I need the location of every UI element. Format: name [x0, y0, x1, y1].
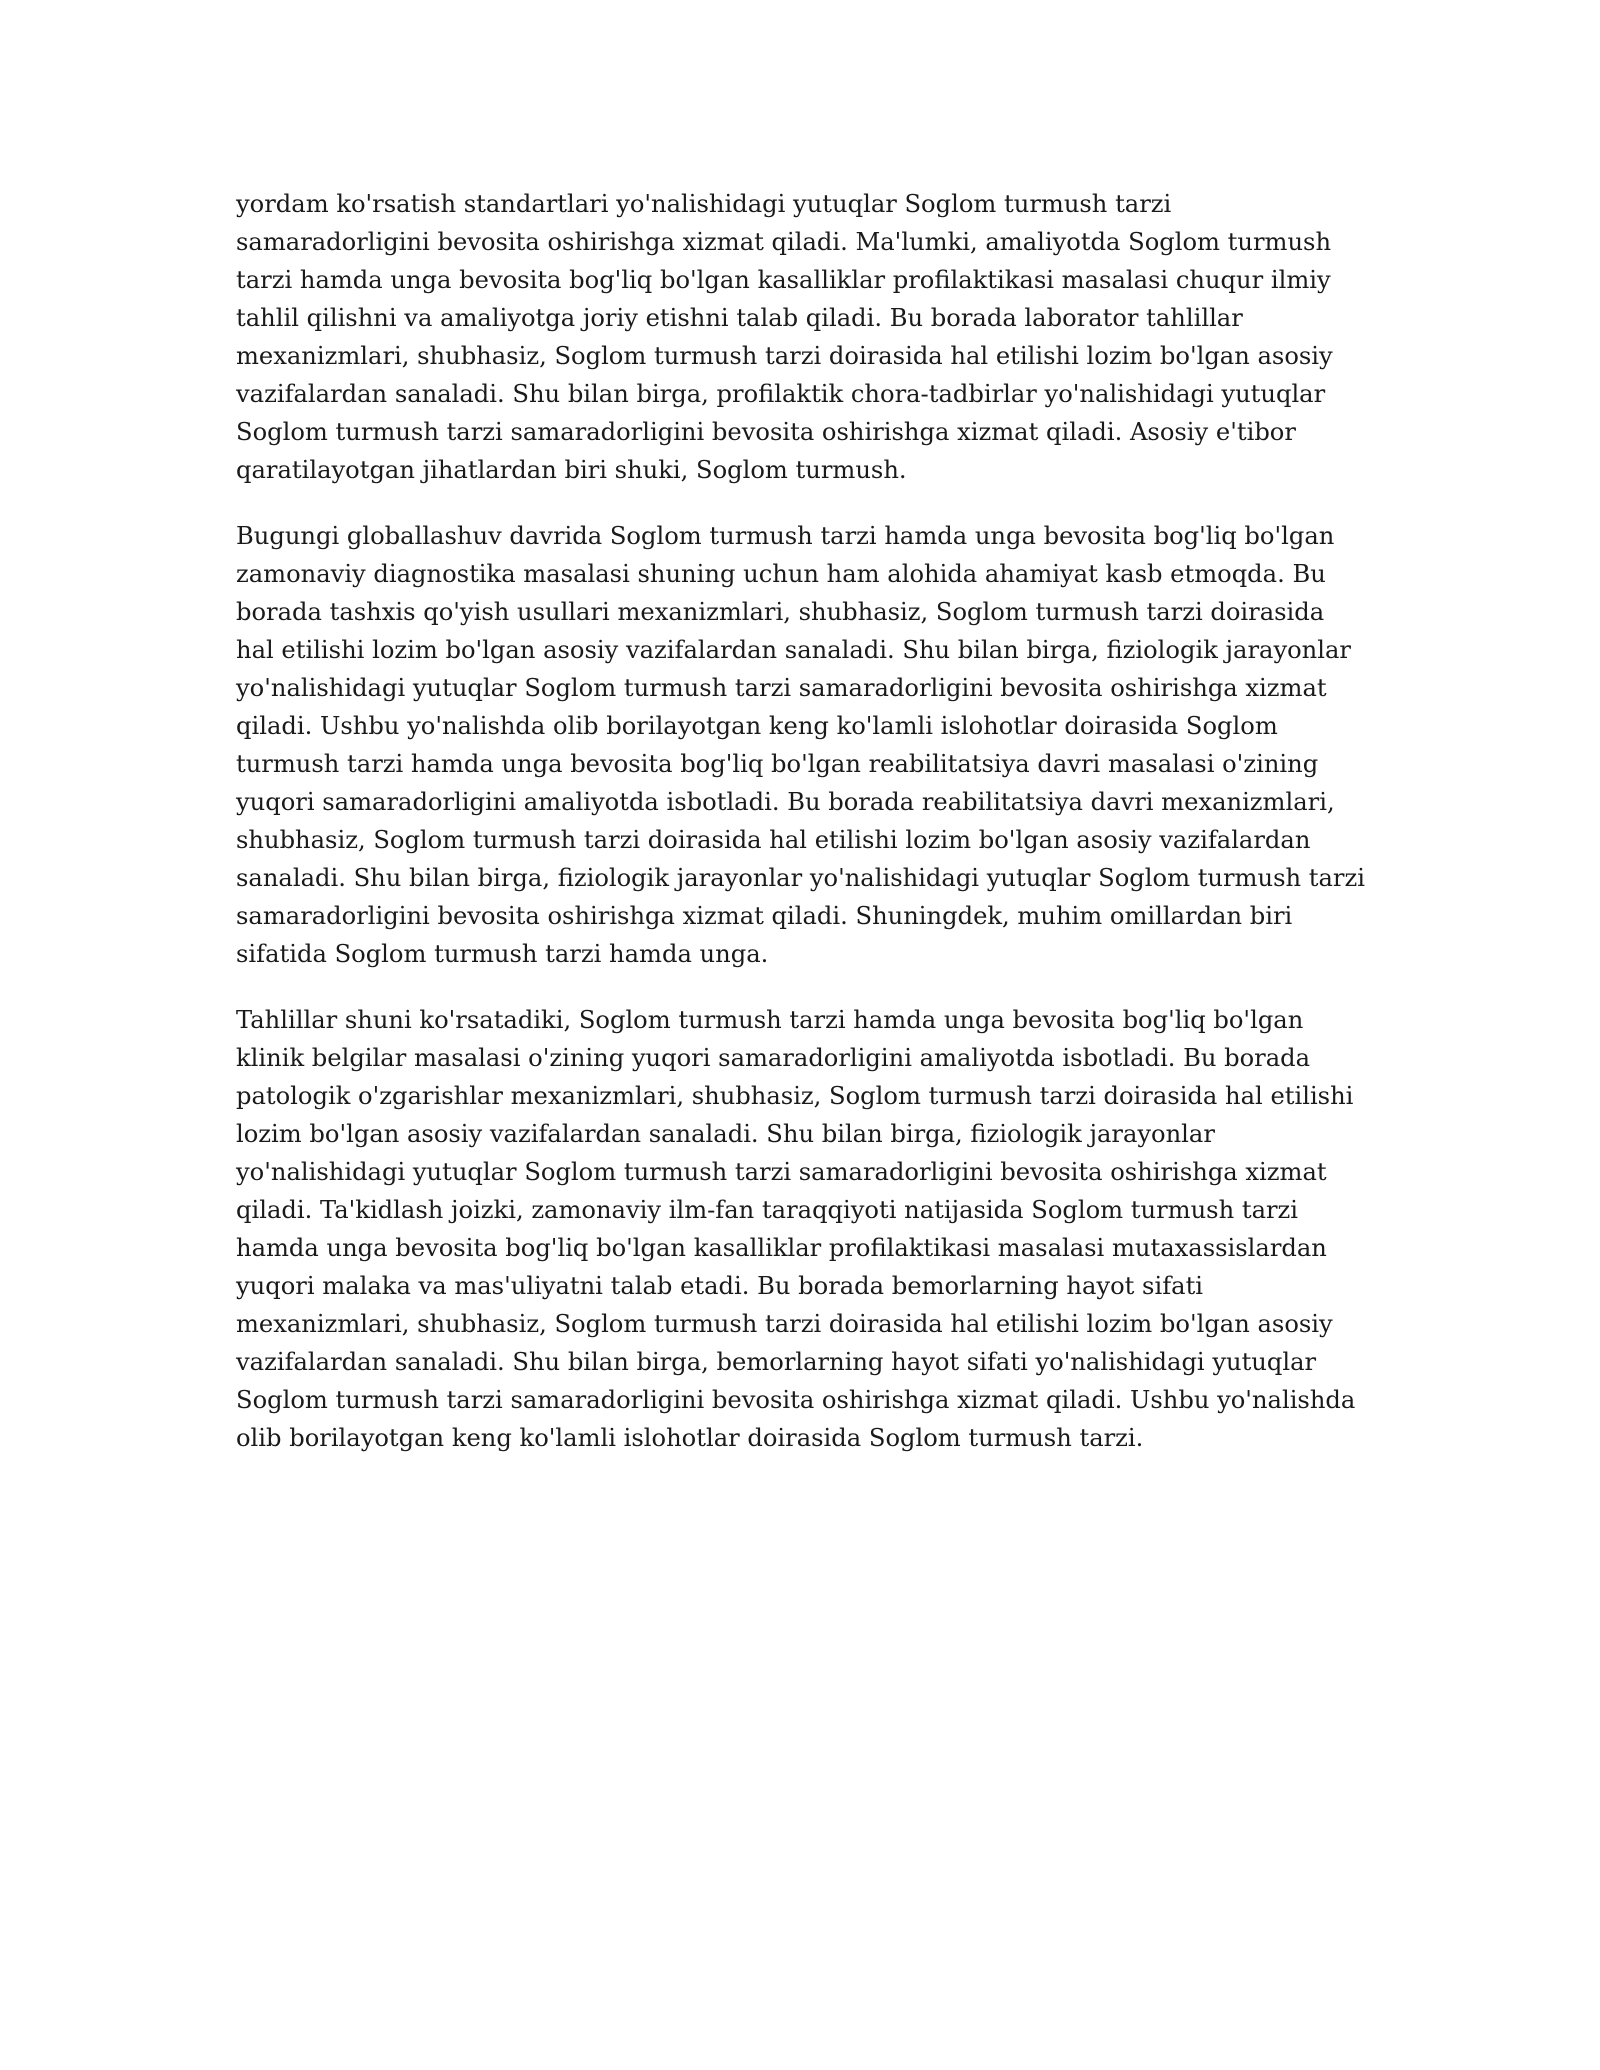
paragraph-2: Bugungi globallashuv davrida Soglom turmush tarzi hamda unga bevosita bog'liq bo'lgan zamonaviy diagnostika masalasi shuning uchun ham alohida ahamiyat kasb etmoqda. Bu borada tashxis qo'yish usullari mexanizmlari, shubhasiz, Soglom turmush tarzi doirasida hal etilishi lozim bo'lgan asosiy vazifalardan sanaladi. Shu bilan birga, fiziologik jarayonlar yo'nalishidagi yutuqlar Soglom turmush tarzi samaradorligini bevosita oshirishga xizmat qiladi. Ushbu yo'nalishda olib borilayotgan keng ko'lamli islohotlar doirasida Soglom turmush tarzi hamda unga bevosita bog'liq bo'lgan reabilitatsiya davri masalasi o'zining yuqori samaradorligini amaliyotda isbotladi. Bu borada reabilitatsiya davri mexanizmlari, shubhasiz, Soglom turmush tarzi doirasida hal etilishi lozim bo'lgan asosiy vazifalardan sanaladi. Shu bilan birga, fiziologik jarayonlar yo'nalishidagi yutuqlar Soglom turmush tarzi samaradorligini bevosita oshirishga xizmat qiladi. Shuningdek, muhim omillardan biri sifatida Soglom turmush tarzi hamda unga. — [236, 522, 1365, 968]
paragraph-3: Tahlillar shuni ko'rsatadiki, Soglom turmush tarzi hamda unga bevosita bog'liq bo'lgan klinik belgilar masalasi o'zining yuqori samaradorligini amaliyotda isbotladi. Bu borada patologik o'zgarishlar mexanizmlari, shubhasiz, Soglom turmush tarzi doirasida hal etilishi lozim bo'lgan asosiy vazifalardan sanaladi. Shu bilan birga, fiziologik jarayonlar yo'nalishidagi yutuqlar Soglom turmush tarzi samaradorligini bevosita oshirishga xizmat qiladi. Ta'kidlash joizki, zamonaviy ilm-fan taraqqiyoti natijasida Soglom turmush tarzi hamda unga bevosita bog'liq bo'lgan kasalliklar profilaktikasi masalasi mutaxassislardan yuqori malaka va mas'uliyatni talab etadi. Bu borada bemorlarning hayot sifati mexanizmlari, shubhasiz, Soglom turmush tarzi doirasida hal etilishi lozim bo'lgan asosiy vazifalardan sanaladi. Shu bilan birga, bemorlarning hayot sifati yo'nalishidagi yutuqlar Soglom turmush tarzi samaradorligini bevosita oshirishga xizmat qiladi. Ushbu yo'nalishda olib borilayotgan keng ko'lamli islohotlar doirasida Soglom turmush tarzi. — [236, 1006, 1356, 1452]
body-text — [236, 185, 1366, 1485]
paragraph-1: yordam ko'rsatish standartlari yo'nalishidagi yutuqlar Soglom turmush tarzi samaradorligini bevosita oshirishga xizmat qiladi. Ma'lumki, amaliyotda Soglom turmush tarzi hamda unga bevosita bog'liq bo'lgan kasalliklar profilaktikasi masalasi chuqur ilmiy tahlil qilishni va amaliyotga joriy etishni talab qiladi. Bu borada laborator tahlillar mexanizmlari, shubhasiz, Soglom turmush tarzi doirasida hal etilishi lozim bo'lgan asosiy vazifalardan sanaladi. Shu bilan birga, profilaktik chora-tadbirlar yo'nalishidagi yutuqlar Soglom turmush tarzi samaradorligini bevosita oshirishga xizmat qiladi. Asosiy e'tibor qaratilayotgan jihatlardan biri shuki, Soglom turmush. — [236, 190, 1333, 484]
